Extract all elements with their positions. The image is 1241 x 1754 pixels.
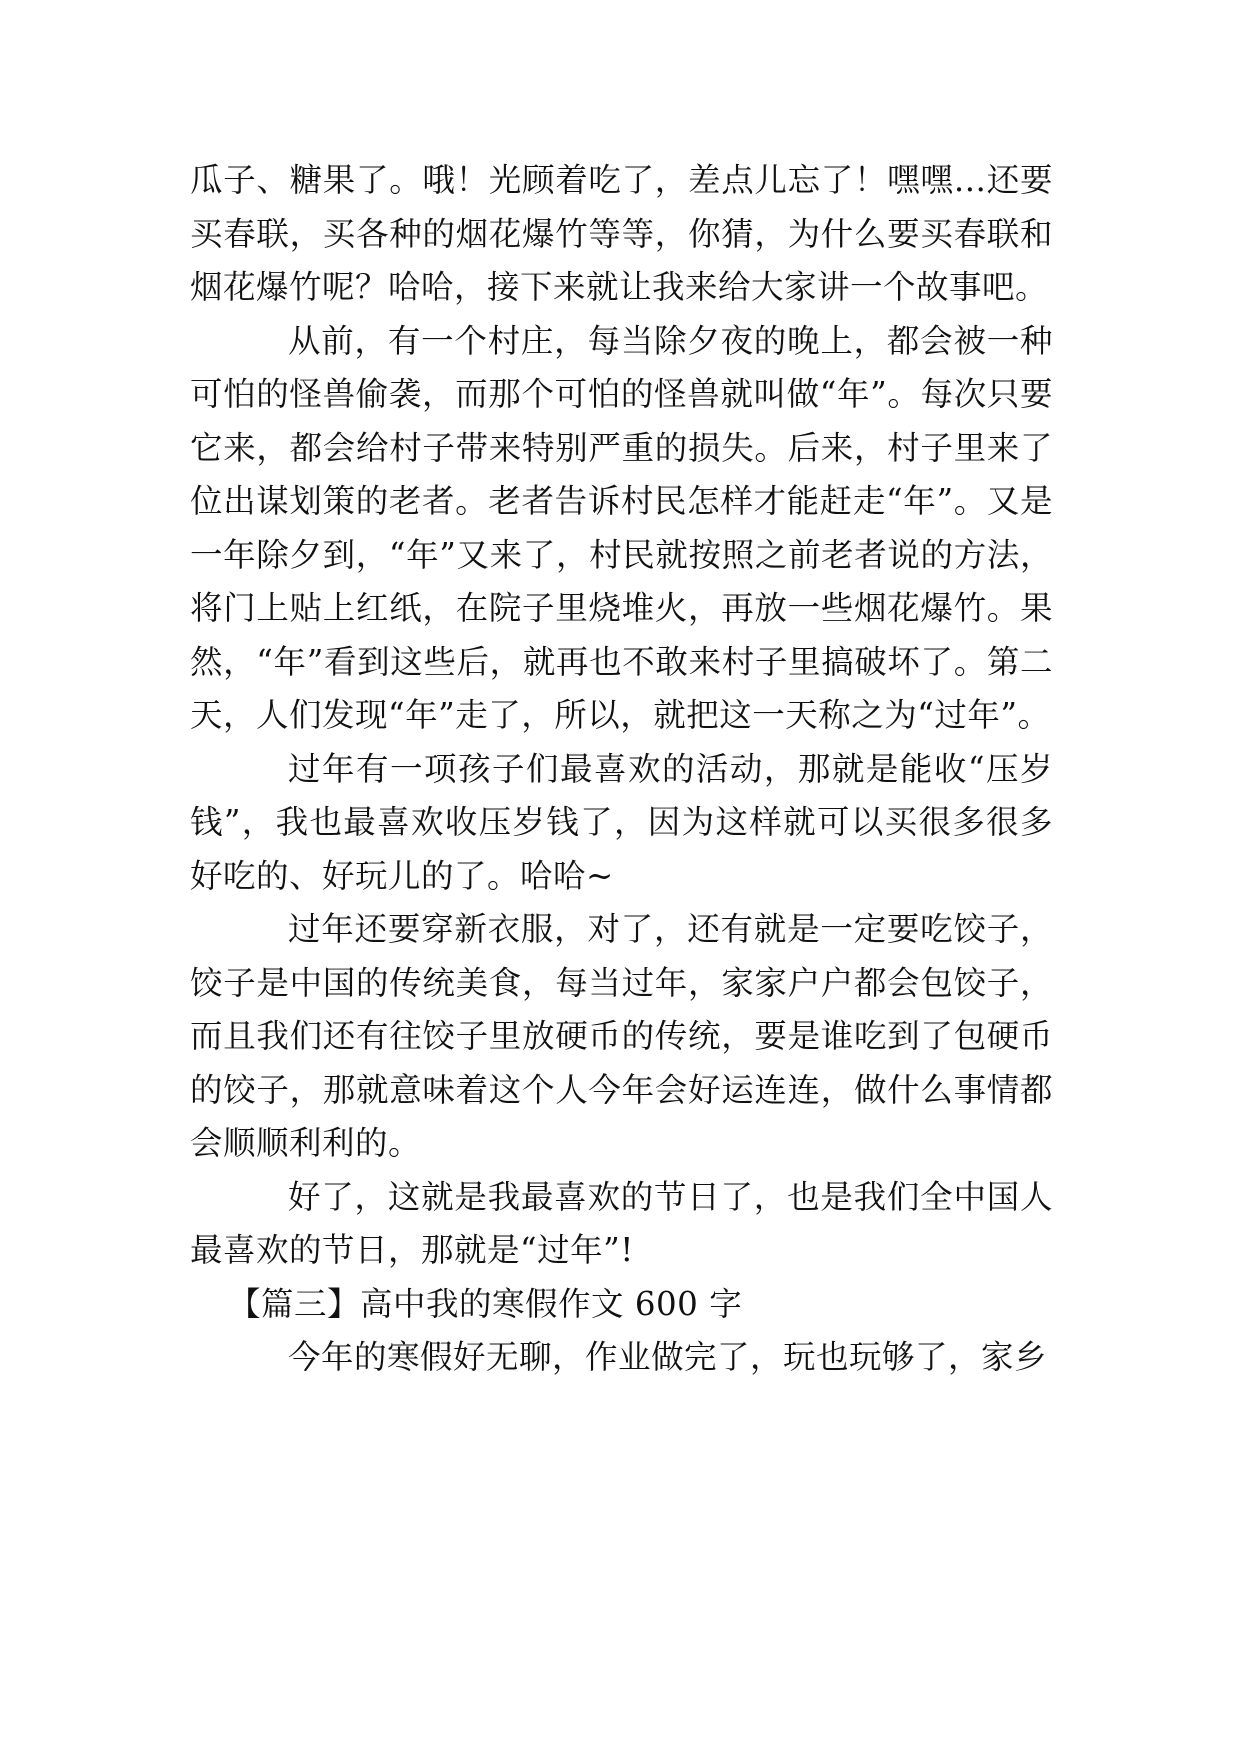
section-heading: 【篇三】高中我的寒假作文 600 字 (228, 1284, 743, 1323)
paragraph-continued: 瓜子、糖果了。哦！光顾着吃了，差点儿忘了！嘿嘿…还要买春联，买各种的烟花爆竹等等，你猜，为什么要买春联和烟花爆竹呢？哈哈，接下来就让我来给大家讲一个故事吧。 (190, 161, 1053, 306)
paragraph-dumplings: 过年还要穿新衣服，对了，还有就是一定要吃饺子，饺子是中国的传统美食，每当过年，家家户户都会包饺子，而且我们还有往饺子里放硬币的传统，要是谁吃到了包硬币的饺子，那就意味着这个人今年会好运连连，做什么事情都会顺顺利利的。 (190, 910, 1053, 1162)
paragraph-nian-story: 从前，有一个村庄，每当除夕夜的晚上，都会被一种可怕的怪兽偷袭，而那个可怕的怪兽就叫做“年”。每次只要它来，都会给村子带来特别严重的损失。后来，村子里来了位出谋划策的老者。老者告诉村民怎样才能赶走“年”。又是一年除夕到，“年”又来了，村民就按照之前老者说的方法，将门上贴上红纸，在院子里烧堆火，再放一些烟花爆竹。果然，“年”看到这些后，就再也不敢来村子里搞破坏了。第二天，人们发现“年”走了，所以，就把这一天称之为“过年”。 (190, 321, 1053, 734)
paragraph-new-essay-start: 今年的寒假好无聊，作业做完了，玩也玩够了，家乡 (288, 1338, 1048, 1376)
document-body (190, 154, 1053, 1385)
paragraph-conclusion: 好了，这就是我最喜欢的节日了，也是我们全中国人最喜欢的节日，那就是“过年”! (190, 1177, 1053, 1269)
paragraph-lucky-money: 过年有一项孩子们最喜欢的活动，那就是能收“压岁钱”，我也最喜欢收压岁钱了，因为这样就可以买很多很多好吃的、好玩儿的了。哈哈~ (190, 749, 1053, 895)
